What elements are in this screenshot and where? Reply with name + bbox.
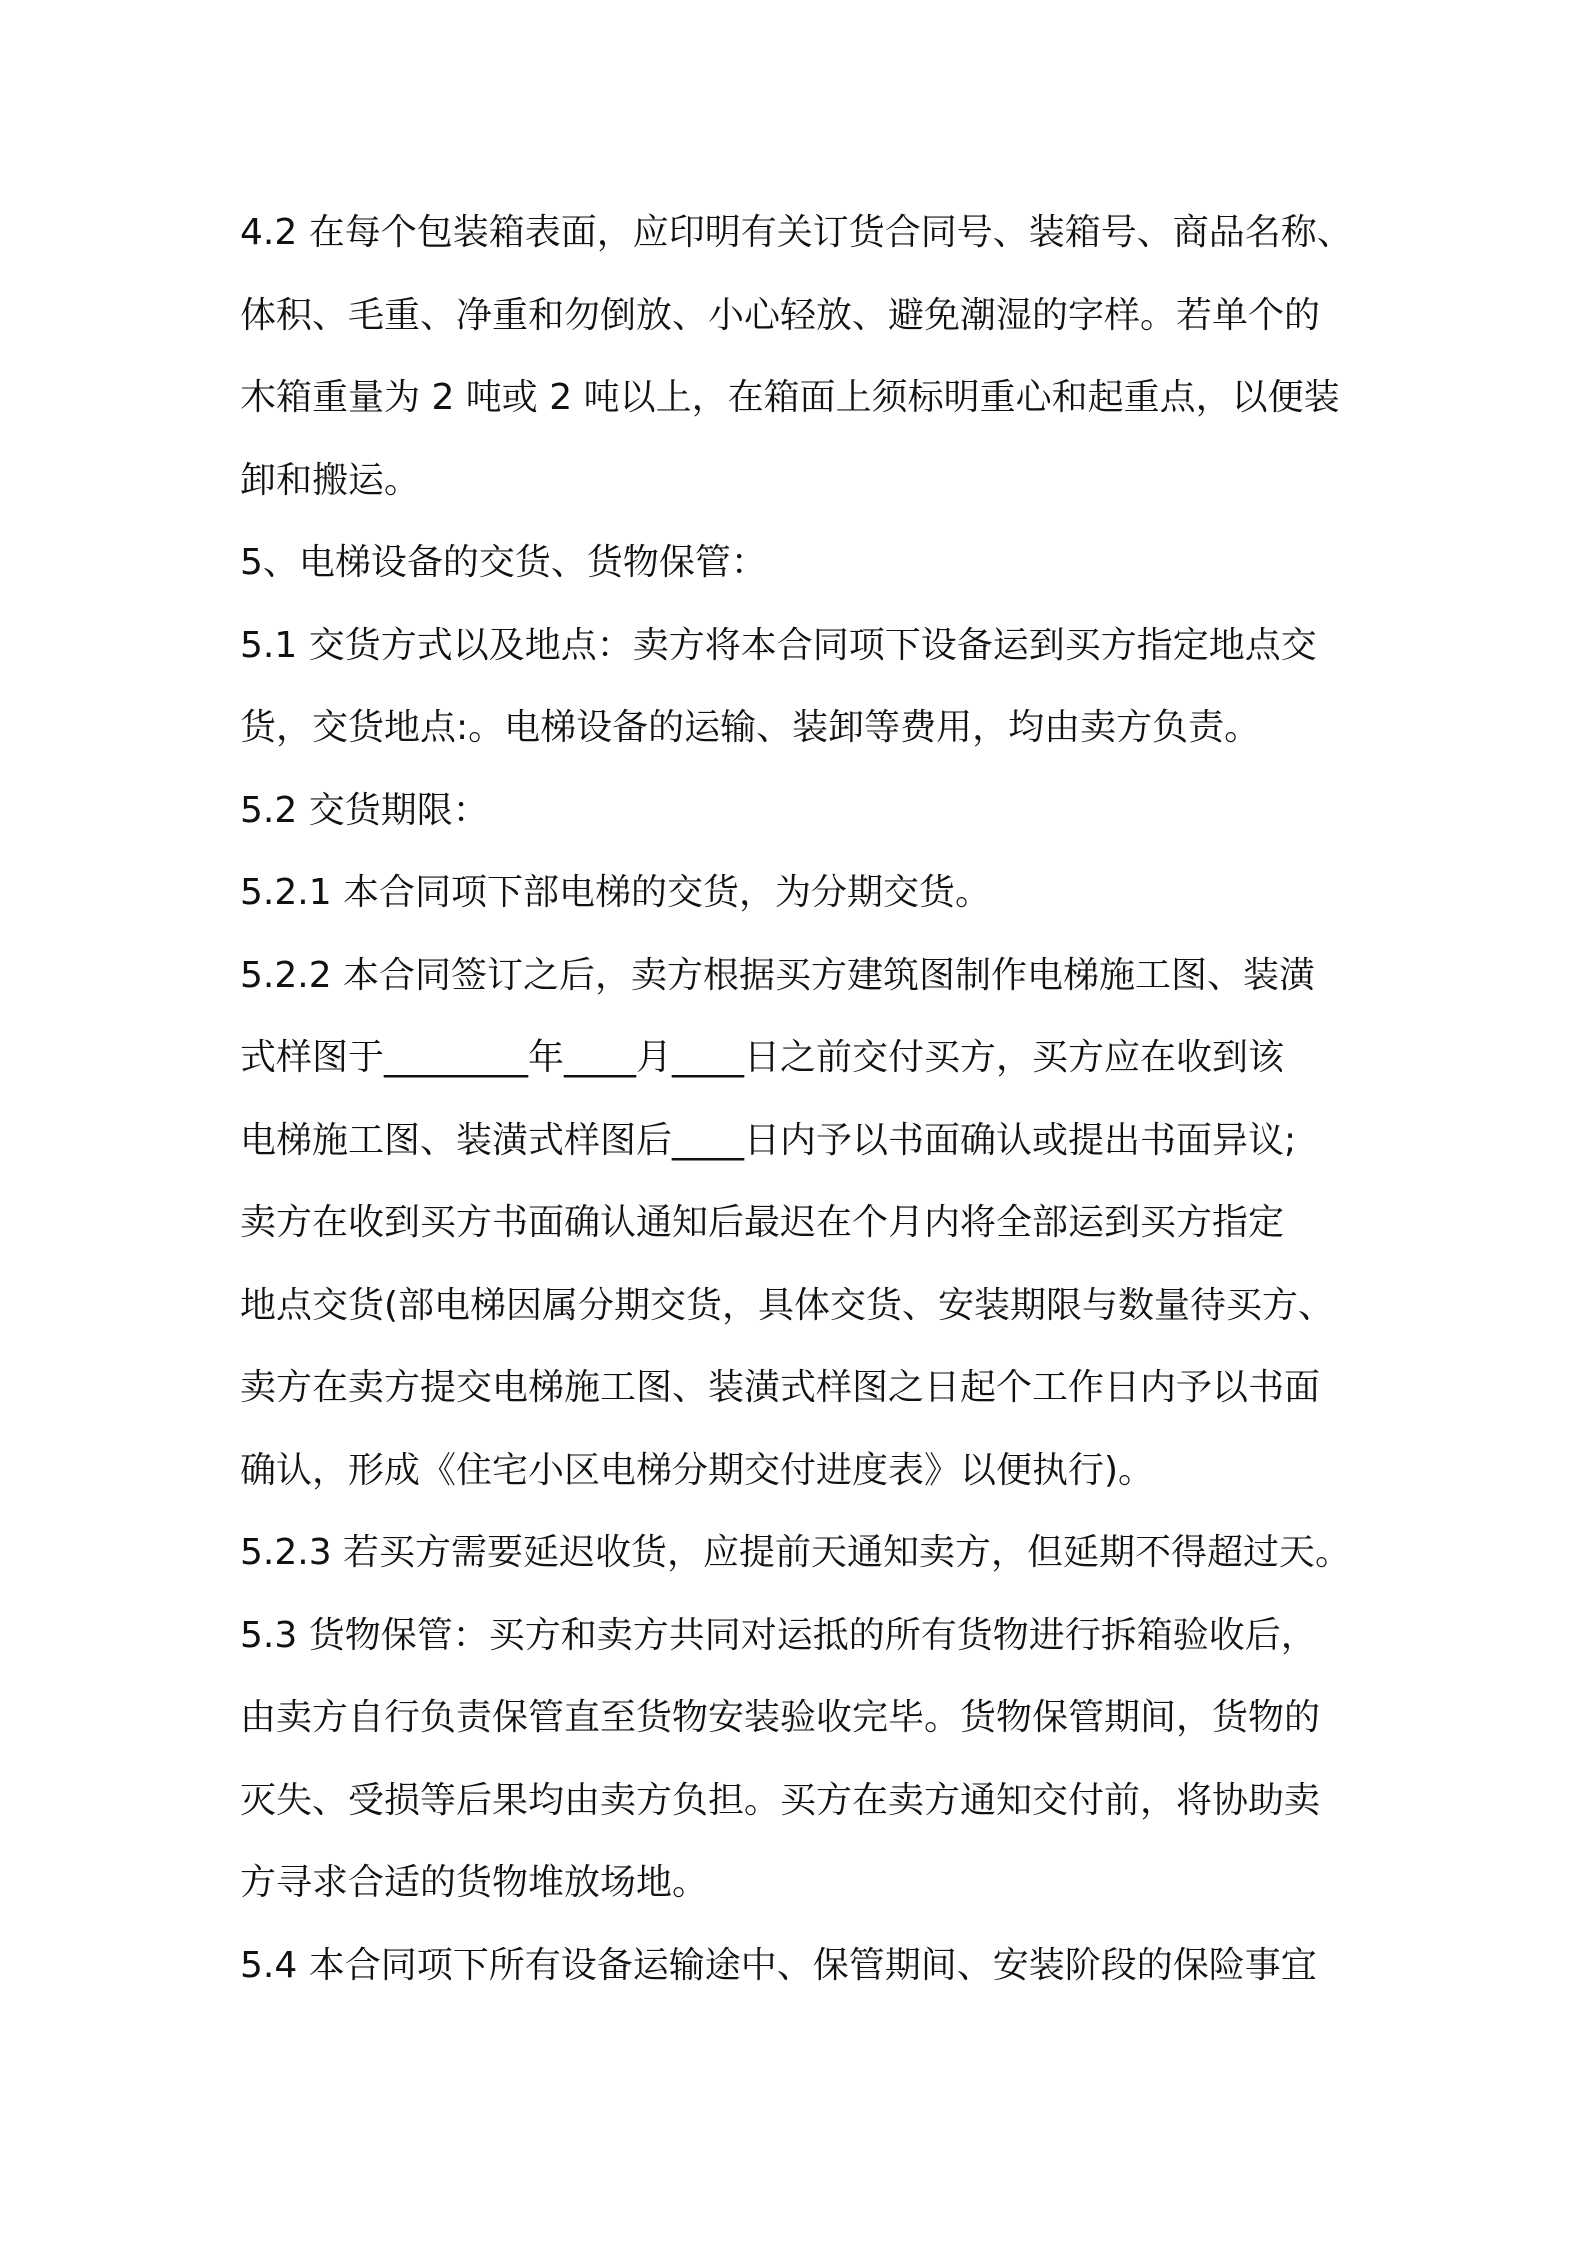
- section-heading-5: 5、电梯设备的交货、货物保管：: [240, 542, 767, 583]
- text-line-5-3: 5.3 货物保管：买方和卖方共同对运抵的所有货物进行拆箱验收后，: [240, 1614, 1317, 1656]
- text-line-5-2-2-cont-2: 电梯施工图、装潢式样图后____日内予以书面确认或提出书面异议;: [240, 1119, 1297, 1161]
- text-line-4-2-cont-3: 卸和搬运。: [240, 459, 421, 501]
- text-line-4-2: 4.2 在每个包装箱表面，应印明有关订货合同号、装箱号、商品名称、: [240, 212, 1353, 253]
- text-line-5-2-2-cont-6: 确认，形成《住宅小区电梯分期交付进度表》以便执行)。: [240, 1449, 1155, 1491]
- text-line-5-4: 5.4 本合同项下所有设备运输途中、保管期间、安装阶段的保险事宜: [240, 1944, 1317, 1986]
- text-line-5-2-2-cont-3: 卖方在收到买方书面确认通知后最迟在个月内将全部运到买方指定: [240, 1202, 1285, 1243]
- text-line-5-2: 5.2 交货期限：: [240, 789, 489, 831]
- text-line-5-2-3: 5.2.3 若买方需要延迟收货，应提前天通知卖方，但延期不得超过天。: [240, 1532, 1352, 1573]
- text-line-5-3-cont-1: 由卖方自行负责保管直至货物安装验收完毕。货物保管期间，货物的: [240, 1697, 1321, 1738]
- text-line-5-1-cont: 货，交货地点:。电梯设备的运输、装卸等费用，均由卖方负责。: [240, 707, 1261, 748]
- text-line-5-2-2-cont-4: 地点交货(部电梯因属分期交货，具体交货、安装期限与数量待买方、: [240, 1284, 1335, 1326]
- text-line-5-2-1: 5.2.1 本合同项下部电梯的交货，为分期交货。: [240, 872, 992, 913]
- text-line-4-2-cont-1: 体积、毛重、净重和勿倒放、小心轻放、避免潮湿的字样。若单个的: [240, 294, 1321, 336]
- text-line-5-3-cont-2: 灭失、受损等后果均由卖方负担。买方在卖方通知交付前，将协助卖: [240, 1779, 1321, 1821]
- text-line-5-3-cont-3: 方寻求合适的货物堆放场地。: [240, 1862, 709, 1903]
- text-line-5-1: 5.1 交货方式以及地点：卖方将本合同项下设备运到买方指定地点交: [240, 624, 1317, 666]
- document-body: [240, 192, 1360, 2007]
- text-line-5-2-2-cont-5: 卖方在卖方提交电梯施工图、装潢式样图之日起个工作日内予以书面: [240, 1367, 1321, 1408]
- text-line-5-2-2: 5.2.2 本合同签订之后，卖方根据买方建筑图制作电梯施工图、装潢: [240, 954, 1316, 996]
- text-line-4-2-cont-2: 木箱重量为 2 吨或 2 吨以上，在箱面上须标明重心和起重点，以便装: [240, 377, 1340, 418]
- text-line-5-2-2-cont-1: 式样图于________年____月____日之前交付买方，买方应在收到该: [240, 1037, 1285, 1078]
